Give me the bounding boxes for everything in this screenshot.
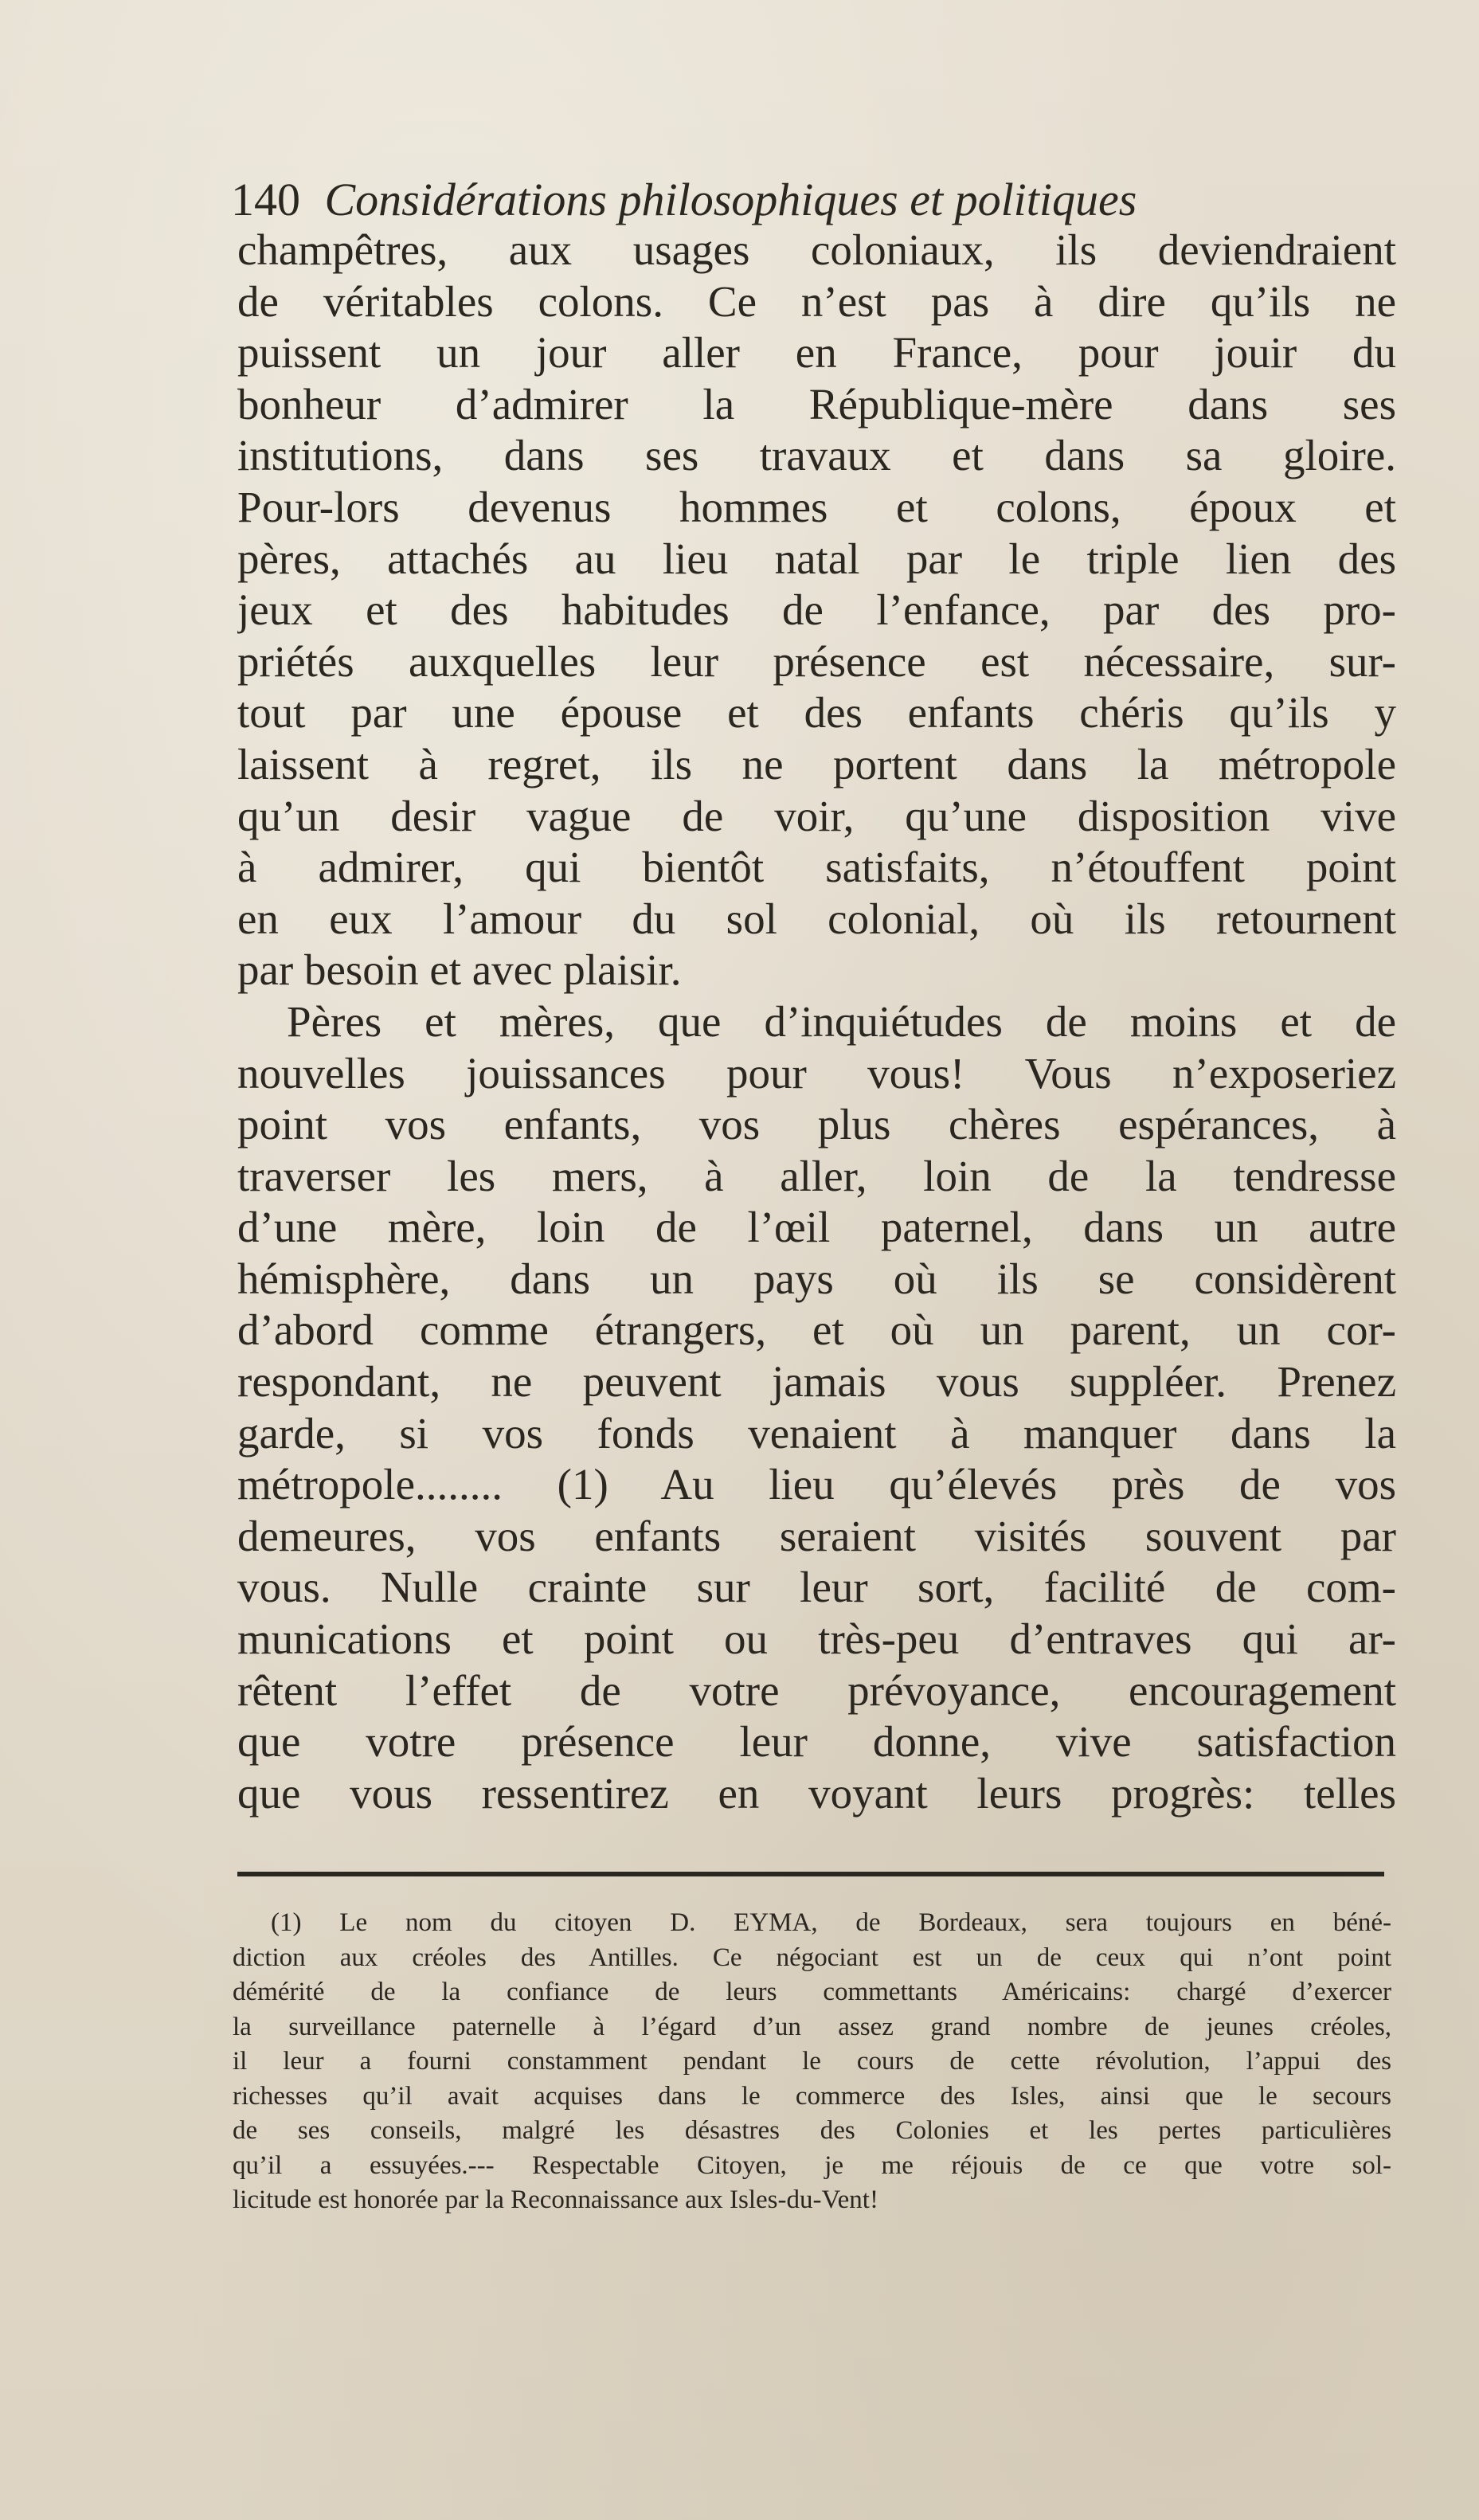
text-line: pères, attachés au lieu natal par le triple lien des	[237, 534, 1396, 583]
text-line: Pour-lors devenus hommes et colons, époux et	[237, 482, 1396, 531]
text-line: de véritables colons. Ce n’est pas à dire qu’ils ne	[237, 276, 1396, 326]
text-line: point vos enfants, vos plus chères espérances, à	[237, 1100, 1396, 1149]
paragraph-start-line: Pères et mères, que d’inquiétudes de moins et de	[287, 996, 1396, 1046]
text-line: que vous ressentirez en voyant leurs progrès: telles	[237, 1768, 1396, 1818]
footnote-line: de ses conseils, malgré les désastres des Colonies et les pertes particulières	[233, 2116, 1391, 2145]
footnote	[233, 1906, 1391, 2218]
footnote-line: licitude est honorée par la Reconnaissance aux Isles-du-Vent!	[233, 2185, 878, 2214]
text-line: d’une mère, loin de l’œil paternel, dans un autre	[237, 1203, 1396, 1252]
text-line: laissent à regret, ils ne portent dans la métropole	[237, 739, 1396, 788]
footnote-line: il leur a fourni constamment pendant le cours de cette révolution, l’appui des	[233, 2047, 1391, 2076]
text-line: priétés auxquelles leur présence est nécessaire, sur-	[237, 636, 1396, 686]
footnote-line: démérité de la confiance de leurs commettants Américains: chargé d’exercer	[233, 1978, 1391, 2006]
text-line: à admirer, qui bientôt satisfaits, n’étouffent point	[237, 843, 1396, 892]
text-line: respondant, ne peuvent jamais vous suppléer. Prenez	[237, 1357, 1396, 1407]
footnote-line: diction aux créoles des Antilles. Ce négociant est un de ceux qui n’ont point	[233, 1943, 1391, 1972]
running-title: Considérations philosophiques et politiques	[324, 174, 1137, 225]
text-line: que votre présence leur donne, vive satisfaction	[237, 1717, 1396, 1767]
text-line: munications et point ou très-peu d’entraves qui ar-	[237, 1614, 1396, 1664]
text-line: métropole........ (1) Au lieu qu’élevés près de vos	[237, 1460, 1396, 1509]
text-line: rêtent l’effet de votre prévoyance, encouragement	[237, 1665, 1396, 1715]
text-line: bonheur d’admirer la République-mère dans ses	[237, 379, 1396, 428]
text-line: tout par une épouse et des enfants chéris qu’ils y	[237, 688, 1396, 738]
footnote-line: qu’il a essuyées.--- Respectable Citoyen, je me réjouis de ce que votre sol-	[233, 2150, 1391, 2180]
page-number: 140	[231, 174, 300, 225]
main-text	[237, 225, 1396, 1819]
text-line: nouvelles jouissances pour vous! Vous n’exposeriez	[237, 1048, 1396, 1098]
text-line: vous. Nulle crainte sur leur sort, facilité de com-	[237, 1563, 1396, 1612]
footnote-line: la surveillance paternelle à l’égard d’un assez grand nombre de jeunes créoles,	[233, 2012, 1391, 2041]
text-line: par besoin et avec plaisir.	[237, 945, 682, 995]
text-line: champêtres, aux usages coloniaux, ils deviendraient	[237, 225, 1396, 274]
text-line: jeux et des habitudes de l’enfance, par des pro-	[237, 585, 1396, 635]
text-line: puissent un jour aller en France, pour jouir du	[237, 328, 1396, 378]
text-line: institutions, dans ses travaux et dans sa gloire.	[237, 431, 1396, 480]
text-line: en eux l’amour du sol colonial, où ils retournent	[237, 894, 1396, 943]
text-line: qu’un desir vague de voir, qu’une disposition vive	[237, 791, 1396, 840]
running-head	[231, 172, 1394, 228]
text-line: hémisphère, dans un pays où ils se considèrent	[237, 1254, 1396, 1303]
text-line: traverser les mers, à aller, loin de la tendresse	[237, 1151, 1396, 1200]
footnote-divider	[237, 1872, 1384, 1876]
text-line: demeures, vos enfants seraient visités souvent par	[237, 1511, 1396, 1560]
text-line: d’abord comme étrangers, et où un parent, un cor-	[237, 1305, 1396, 1355]
footnote-line: richesses qu’il avait acquises dans le commerce des Isles, ainsi que le secours	[233, 2081, 1391, 2111]
footnote-line: (1) Le nom du citoyen D. EYMA, de Bordeaux, sera toujours en béné-	[271, 1908, 1391, 1937]
text-line: garde, si vos fonds venaient à manquer dans la	[237, 1408, 1396, 1458]
